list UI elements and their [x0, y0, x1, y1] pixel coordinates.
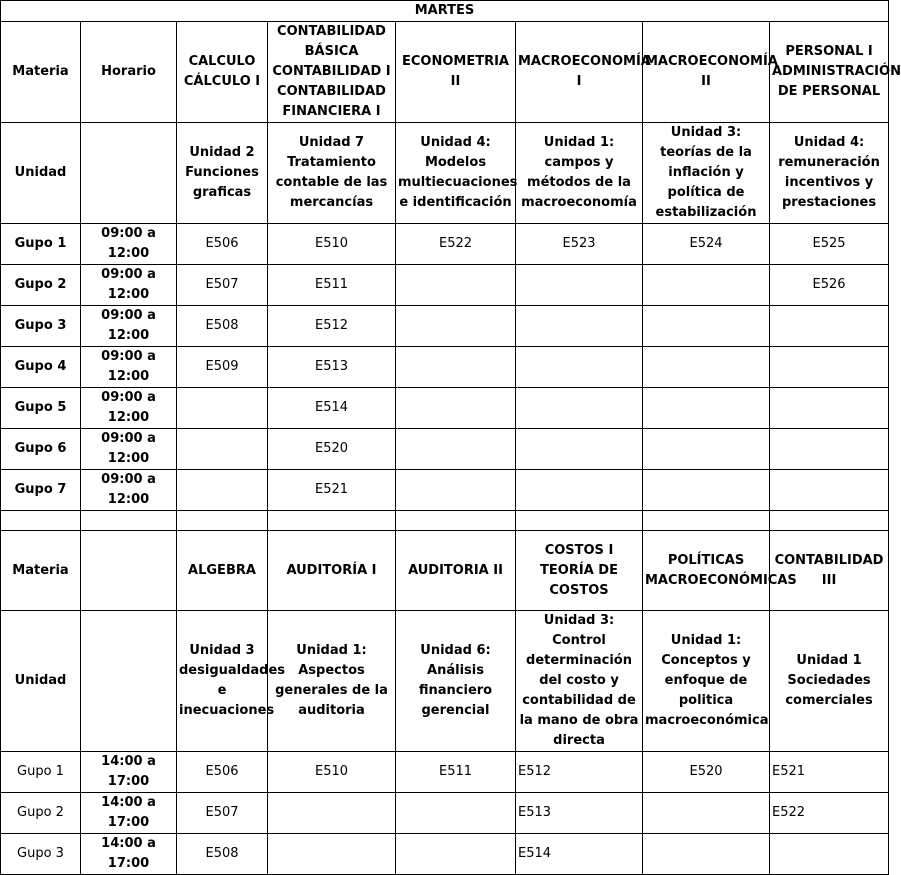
empty-cell: [770, 511, 889, 531]
table-row: [1, 752, 889, 793]
room-cell: [643, 793, 770, 834]
room-cell: [643, 834, 770, 875]
room-cell: E513: [268, 347, 396, 388]
room-cell: [770, 388, 889, 429]
room-cell: [268, 834, 396, 875]
unit-description: Unidad 4: Modelos multiecuaciones e identificación: [396, 123, 516, 224]
group-time: 09:00 a 12:00: [81, 347, 177, 388]
room-cell: E508: [177, 306, 268, 347]
room-cell: E507: [177, 793, 268, 834]
materia-label: Materia: [1, 531, 81, 611]
room-cell: E514: [268, 388, 396, 429]
table-row: [1, 793, 889, 834]
room-cell: E509: [177, 347, 268, 388]
group-name: Gupo 4: [1, 347, 81, 388]
group-name: Gupo 1: [1, 752, 81, 793]
room-cell: E511: [268, 265, 396, 306]
room-cell: [770, 347, 889, 388]
unit-description: Unidad 1: Aspectos generales de la auditoria: [268, 611, 396, 752]
room-cell: [643, 306, 770, 347]
group-name: Gupo 2: [1, 793, 81, 834]
room-cell: E524: [643, 224, 770, 265]
subject-header: CONTABILIDAD BÁSICA CONTABILIDAD I CONTABILIDAD FINANCIERA I: [268, 22, 396, 123]
subject-header: ECONOMETRIA II: [396, 22, 516, 123]
room-cell: [516, 265, 643, 306]
table-row: [1, 388, 889, 429]
unit-description: Unidad 1 Sociedades comerciales: [770, 611, 889, 752]
subject-header: CALCULO CÁLCULO I: [177, 22, 268, 123]
subject-header: POLÍTICAS MACROECONÓMICAS: [643, 531, 770, 611]
table-row: [1, 306, 889, 347]
subject-header: ALGEBRA: [177, 531, 268, 611]
group-time: 14:00 a 17:00: [81, 834, 177, 875]
empty-cell: [516, 511, 643, 531]
empty-cell: [81, 511, 177, 531]
table-row: [1, 470, 889, 511]
horario-label-empty: [81, 531, 177, 611]
subject-header: CONTABILIDAD III: [770, 531, 889, 611]
room-cell: [396, 347, 516, 388]
empty-cell: [643, 511, 770, 531]
group-name: Gupo 6: [1, 429, 81, 470]
group-name: Gupo 3: [1, 834, 81, 875]
morning-subject-row: [1, 22, 889, 123]
room-cell: [396, 429, 516, 470]
materia-label: Materia: [1, 22, 81, 123]
unit-description: Unidad 3 desigualdades e inecuaciones: [177, 611, 268, 752]
room-cell: [516, 347, 643, 388]
afternoon-subject-row: [1, 531, 889, 611]
room-cell: [643, 429, 770, 470]
room-cell: E510: [268, 752, 396, 793]
subject-header: PERSONAL I ADMINISTRACIÓN DE PERSONAL: [770, 22, 889, 123]
afternoon-unit-row: [1, 611, 889, 752]
room-cell: E523: [516, 224, 643, 265]
unit-time-empty: [81, 123, 177, 224]
unit-time-empty: [81, 611, 177, 752]
room-cell: E507: [177, 265, 268, 306]
spacer-row: [1, 511, 889, 531]
room-cell: E521: [770, 752, 889, 793]
group-time: 14:00 a 17:00: [81, 793, 177, 834]
room-cell: [770, 429, 889, 470]
room-cell: [396, 834, 516, 875]
room-cell: E511: [396, 752, 516, 793]
subject-header: AUDITORIA II: [396, 531, 516, 611]
group-name: Gupo 1: [1, 224, 81, 265]
room-cell: [516, 470, 643, 511]
room-cell: [396, 265, 516, 306]
empty-cell: [1, 511, 81, 531]
room-cell: E506: [177, 752, 268, 793]
table-row: [1, 347, 889, 388]
empty-cell: [177, 511, 268, 531]
day-title: MARTES: [1, 1, 889, 22]
room-cell: [396, 306, 516, 347]
group-time: 09:00 a 12:00: [81, 265, 177, 306]
room-cell: E525: [770, 224, 889, 265]
room-cell: [177, 470, 268, 511]
room-cell: E520: [268, 429, 396, 470]
unit-description: Unidad 2 Funciones graficas: [177, 123, 268, 224]
group-time: 09:00 a 12:00: [81, 224, 177, 265]
group-time: 14:00 a 17:00: [81, 752, 177, 793]
room-cell: [643, 347, 770, 388]
room-cell: E522: [396, 224, 516, 265]
room-cell: [516, 388, 643, 429]
unit-description: Unidad 3: Control determinación del costo y contabilidad de la mano de obra directa: [516, 611, 643, 752]
room-cell: [770, 306, 889, 347]
unit-description: Unidad 4: remuneración incentivos y prestaciones: [770, 123, 889, 224]
group-name: Gupo 2: [1, 265, 81, 306]
horario-label: Horario: [81, 22, 177, 123]
group-time: 09:00 a 12:00: [81, 470, 177, 511]
room-cell: E513: [516, 793, 643, 834]
room-cell: E510: [268, 224, 396, 265]
table-row: [1, 224, 889, 265]
room-cell: E512: [516, 752, 643, 793]
room-cell: E506: [177, 224, 268, 265]
unit-description: Unidad 3: teorías de la inflación y política de estabilización: [643, 123, 770, 224]
room-cell: E514: [516, 834, 643, 875]
unit-description: Unidad 1: campos y métodos de la macroeconomía: [516, 123, 643, 224]
table-row: [1, 834, 889, 875]
group-name: Gupo 7: [1, 470, 81, 511]
room-cell: [770, 470, 889, 511]
room-cell: [177, 429, 268, 470]
room-cell: [177, 388, 268, 429]
room-cell: [643, 388, 770, 429]
subject-header: AUDITORÍA I: [268, 531, 396, 611]
room-cell: [396, 793, 516, 834]
subject-header: MACROECONOMÍA II: [643, 22, 770, 123]
group-time: 09:00 a 12:00: [81, 306, 177, 347]
room-cell: E526: [770, 265, 889, 306]
room-cell: [396, 470, 516, 511]
room-cell: [516, 306, 643, 347]
group-time: 09:00 a 12:00: [81, 429, 177, 470]
group-time: 09:00 a 12:00: [81, 388, 177, 429]
table-row: [1, 265, 889, 306]
morning-unit-row: [1, 123, 889, 224]
room-cell: [770, 834, 889, 875]
room-cell: E512: [268, 306, 396, 347]
subject-header: COSTOS I TEORÍA DE COSTOS: [516, 531, 643, 611]
unit-description: Unidad 7 Tratamiento contable de las mercancías: [268, 123, 396, 224]
unit-description: Unidad 1: Conceptos y enfoque de politica macroeconómica: [643, 611, 770, 752]
room-cell: E522: [770, 793, 889, 834]
unit-description: Unidad 6: Análisis financiero gerencial: [396, 611, 516, 752]
room-cell: [396, 388, 516, 429]
room-cell: [516, 429, 643, 470]
unidad-label: Unidad: [1, 123, 81, 224]
room-cell: [643, 265, 770, 306]
subject-header: MACROECONOMÍA I: [516, 22, 643, 123]
empty-cell: [396, 511, 516, 531]
room-cell: [268, 793, 396, 834]
unidad-label: Unidad: [1, 611, 81, 752]
group-name: Gupo 3: [1, 306, 81, 347]
room-cell: [643, 470, 770, 511]
group-name: Gupo 5: [1, 388, 81, 429]
room-cell: E520: [643, 752, 770, 793]
empty-cell: [268, 511, 396, 531]
room-cell: E508: [177, 834, 268, 875]
room-cell: E521: [268, 470, 396, 511]
table-row: [1, 429, 889, 470]
